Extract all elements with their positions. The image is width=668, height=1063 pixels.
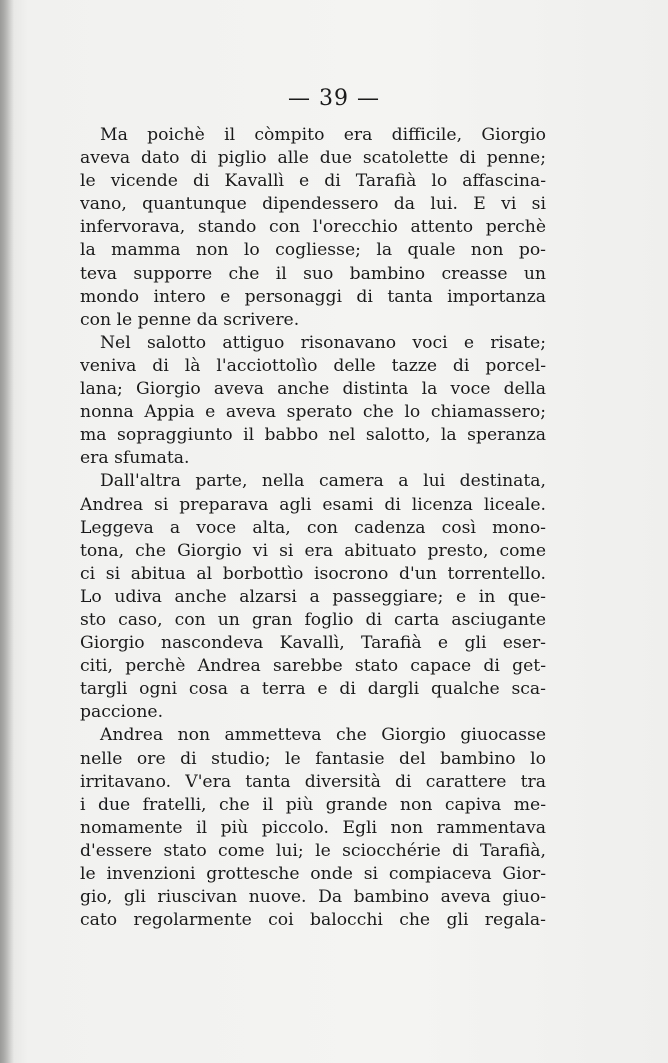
text-line: cato regolarmente coi balocchi che gli regala- [80, 910, 546, 931]
text-line: veniva di là l'acciottolìo delle tazze di porcel- [80, 355, 546, 376]
text-line: aveva dato di piglio alle due scatolette di penne; [80, 148, 546, 169]
text-line: mondo intero e personaggi di tanta importanza [80, 286, 546, 307]
text-line: nelle ore di studio; le fantasie del bambino lo [80, 748, 546, 769]
text-line: gio, gli riuscivan nuove. Da bambino aveva giuo- [80, 887, 546, 908]
text-line: nomamente il più piccolo. Egli non rammentava [80, 817, 546, 838]
text-line: ci si abitua al borbottìo isocrono d'un torrentello. [80, 563, 546, 584]
text-line: Nel salotto attiguo risonavano voci e risate; [100, 332, 546, 353]
text-line: infervorava, stando con l'orecchio attento perchè [80, 217, 546, 238]
text-line: Leggeva a voce alta, con cadenza così mono- [80, 517, 546, 538]
body-text [80, 124, 546, 932]
text-line: Ma poichè il còmpito era difficile, Giorgio [100, 125, 546, 145]
text-line: teva supporre che il suo bambino creasse un [80, 263, 546, 284]
text-line: con le penne da scrivere. [80, 309, 300, 330]
text-line: Lo udiva anche alzarsi a passeggiare; e in que- [80, 586, 546, 607]
text-line: ma sopraggiunto il babbo nel salotto, la speranza [80, 425, 546, 446]
text-line: lana; Giorgio aveva anche distinta la voce della [80, 379, 546, 400]
text-line: era sfumata. [80, 448, 190, 469]
text-line: i due fratelli, che il più grande non capiva me- [80, 794, 546, 815]
text-line: Giorgio nascondeva Kavallì, Tarafià e gli eser- [80, 633, 546, 654]
text-line: paccione. [80, 702, 164, 723]
text-line: le invenzioni grottesche onde si compiaceva Gior- [80, 864, 546, 884]
text-line: Andrea si preparava agli esami di licenza liceale. [80, 494, 546, 515]
text-line: le vicende di Kavallì e di Tarafià lo affascina- [80, 171, 546, 192]
page-gutter-shadow [0, 0, 14, 1063]
text-line: irritavano. V'era tanta diversità di carattere tra [80, 771, 546, 792]
text-line: tona, che Giorgio vi si era abituato presto, come [80, 540, 546, 561]
text-line: targli ogni cosa a terra e di dargli qualche sca- [80, 679, 546, 700]
text-line: d'essere stato come lui; le sciocchérie di Tarafià, [80, 840, 546, 861]
text-line: Dall'altra parte, nella camera a lui destinata, [100, 471, 546, 492]
text-line: sto caso, con un gran foglio di carta asciugante [80, 609, 546, 630]
page-number: — 39 — [288, 86, 380, 111]
text-line: vano, quantunque dipendessero da lui. E vi si [80, 194, 546, 215]
text-line: la mamma non lo cogliesse; la quale non po- [80, 240, 546, 261]
text-line: Andrea non ammetteva che Giorgio giuocasse [100, 725, 546, 746]
text-line: citi, perchè Andrea sarebbe stato capace di get- [80, 656, 546, 677]
text-line: nonna Appia e aveva sperato che lo chiamassero; [80, 402, 546, 423]
